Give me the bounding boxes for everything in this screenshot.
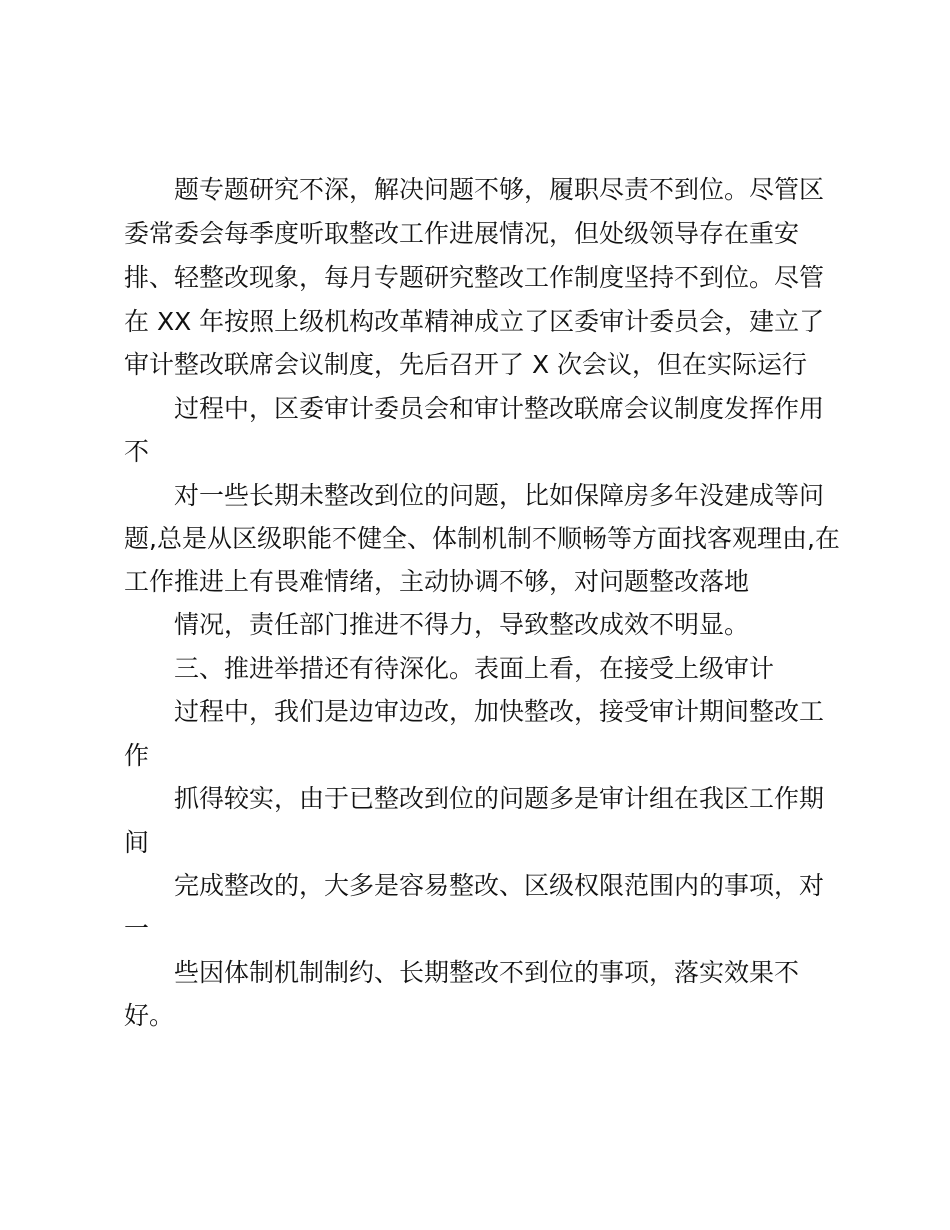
text-line: 排、轻整改现象，每月专题研究整改工作制度坚持不到位。尽管	[124, 263, 825, 292]
text-line: 情况，责任部门推进不得力，导致整改成效不明显。	[174, 610, 750, 639]
text-line: 间	[124, 828, 150, 857]
text-line: 些因体制机制制约、长期整改不到位的事项，落实效果不	[174, 958, 800, 987]
text-line: 好。	[124, 1001, 175, 1030]
text-line: 对一些长期未整改到位的问题，比如保障房多年没建成等问	[174, 481, 825, 510]
text-line: 在 XX 年按照上级机构改革精神成立了区委审计委员会，建立了	[124, 307, 825, 336]
text-line: 审计整改联席会议制度，先后召开了 X 次会议，但在实际运行	[124, 350, 808, 379]
text-line: 题,总是从区级职能不健全、体制机制不顺畅等方面找客观理由,在	[124, 524, 840, 553]
text-line: 一	[124, 914, 150, 943]
text-line: 抓得较实，由于已整改到位的问题多是审计组在我区工作期	[174, 784, 825, 813]
text-line: 不	[124, 437, 150, 466]
text-line: 过程中，我们是边审边改，加快整改，接受审计期间整改工	[174, 697, 825, 726]
text-line: 工作推进上有畏难情绪，主动协调不够，对问题整改落地	[124, 567, 750, 596]
text-line: 三、推进举措还有待深化。表面上看，在接受上级审计	[174, 654, 775, 683]
text-line: 题专题研究不深，解决问题不够，履职尽责不到位。尽管区	[174, 175, 825, 204]
text-line: 完成整改的，大多是容易整改、区级权限范围内的事项，对	[174, 871, 825, 900]
text-line: 过程中，区委审计委员会和审计整改联席会议制度发挥作用	[174, 394, 825, 423]
text-line: 作	[124, 741, 150, 770]
text-line: 委常委会每季度听取整改工作进展情况，但处级领导存在重安	[124, 219, 800, 248]
